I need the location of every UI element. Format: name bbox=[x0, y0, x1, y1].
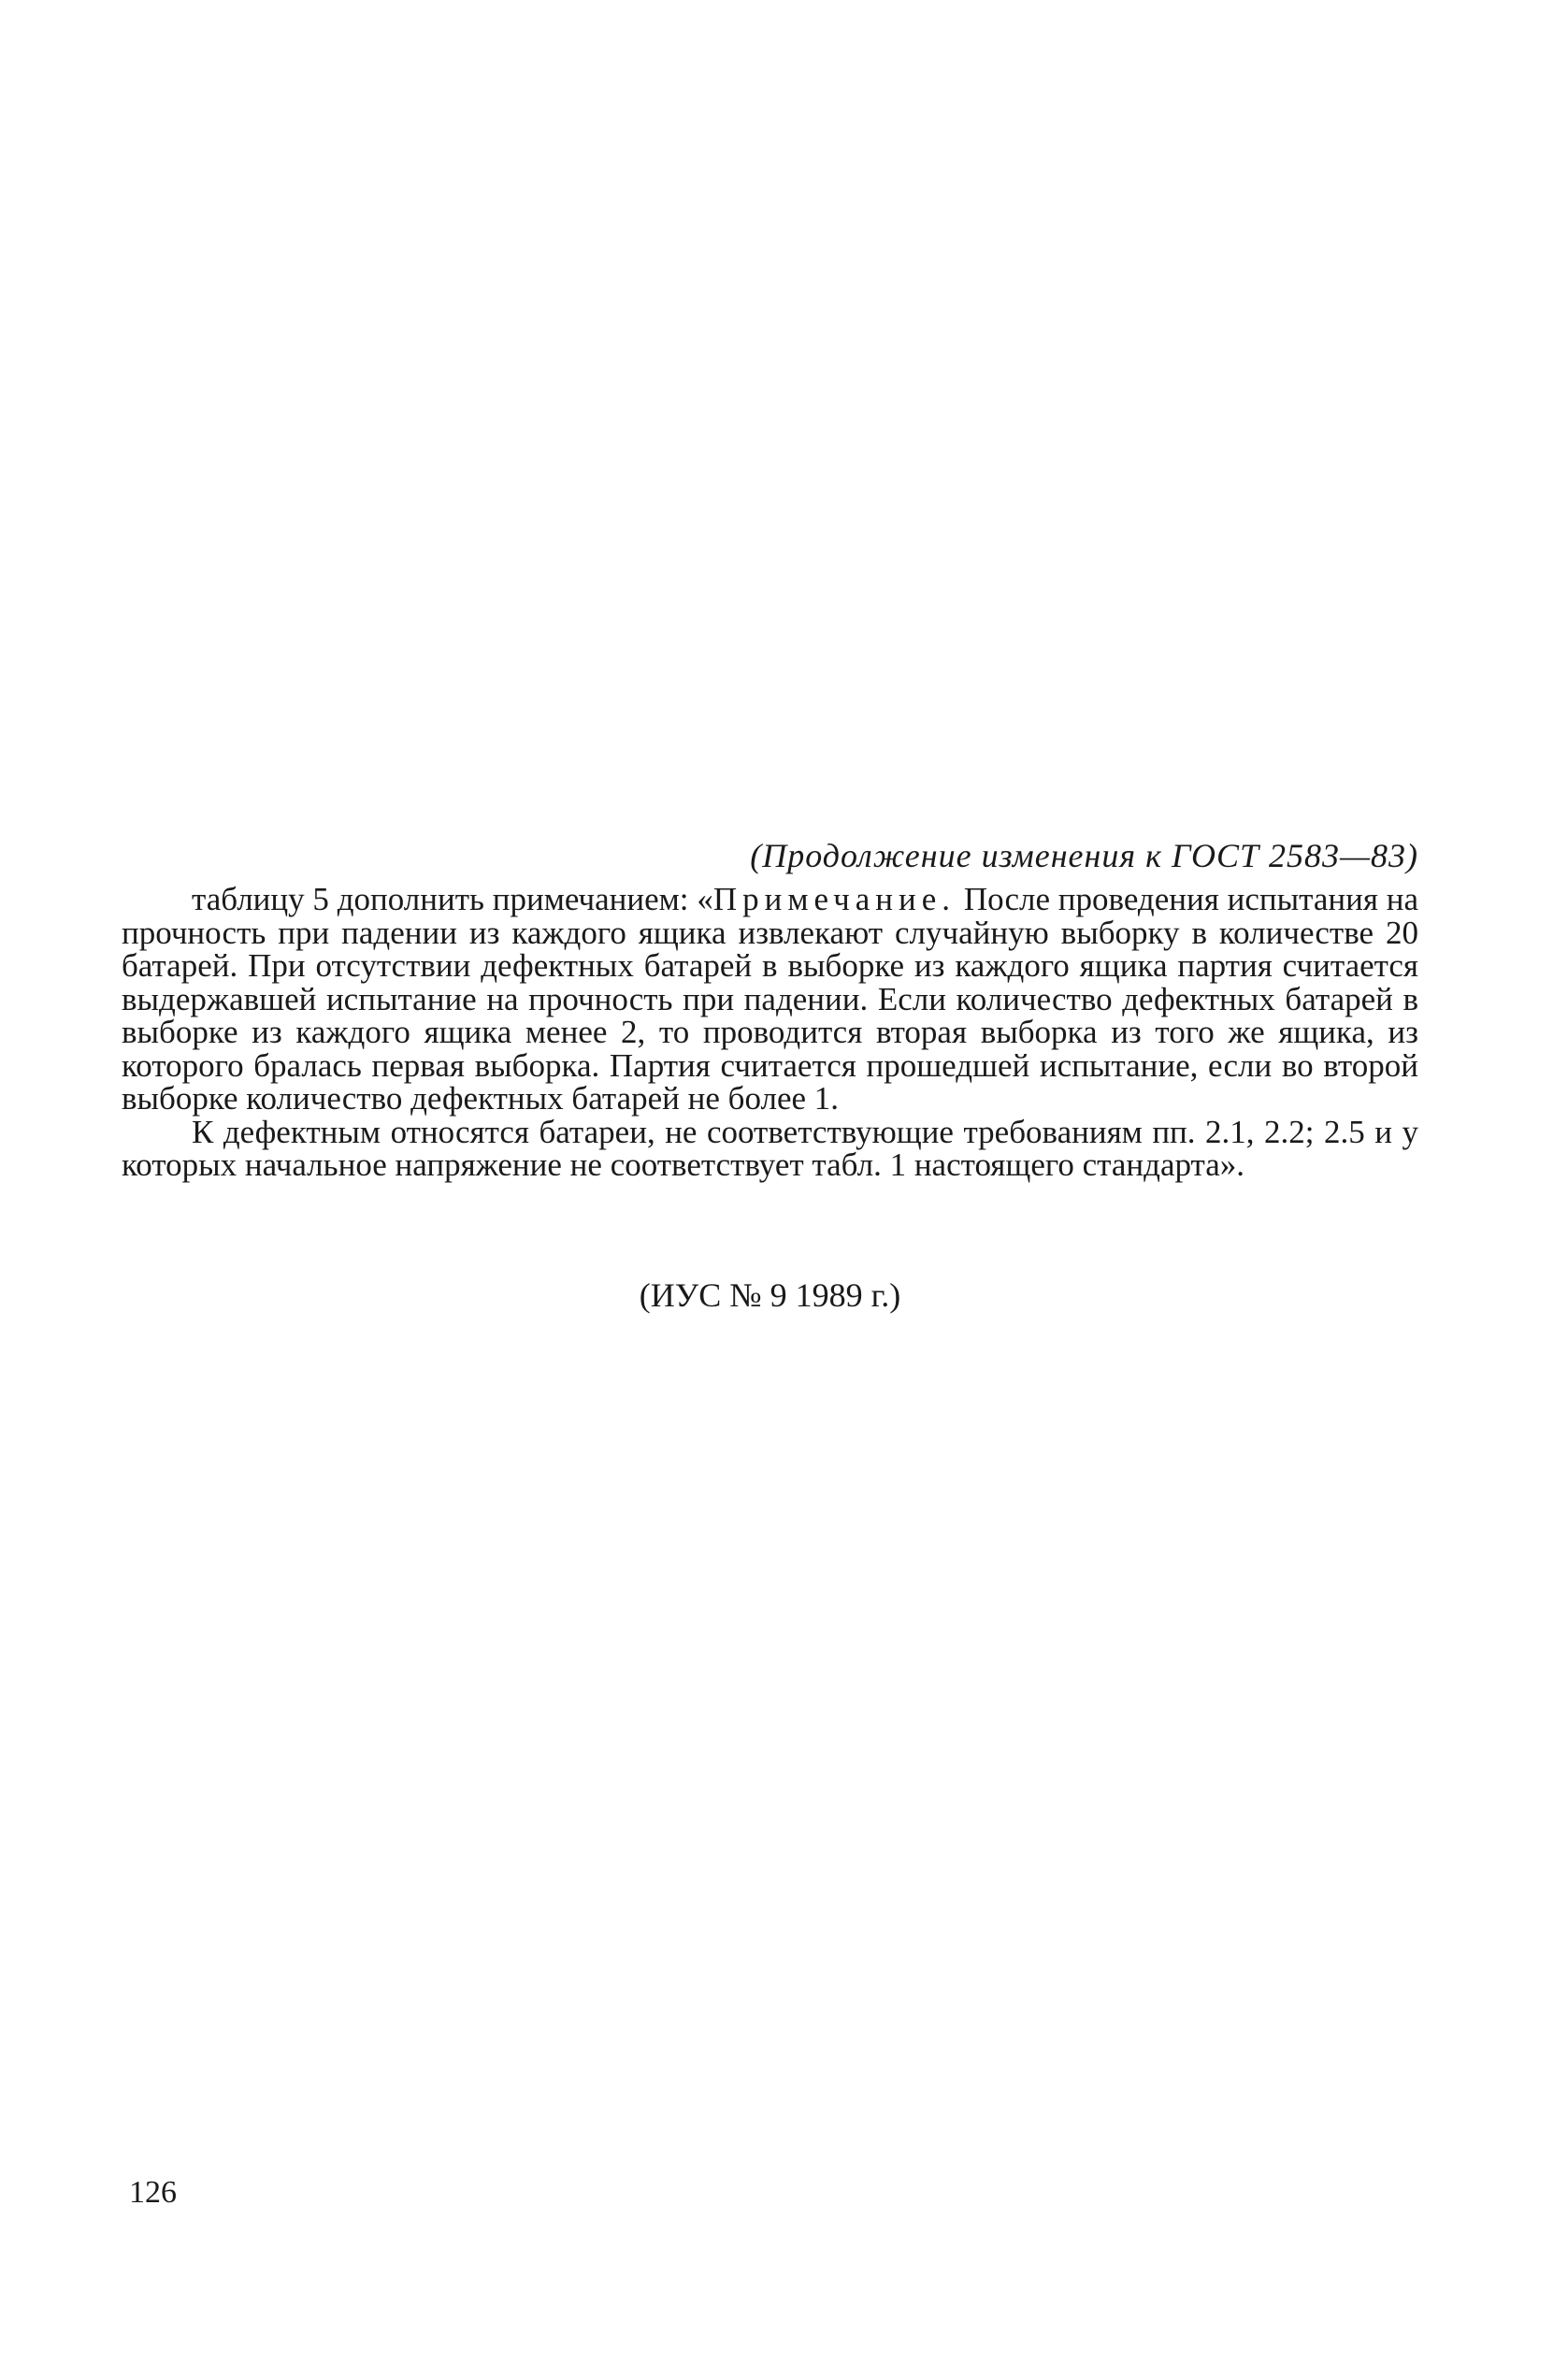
paragraph-note-text: После проведения испытания на прочность при падении из каждого ящика извлекают случайную выборку в количестве 20 батарей. При отсутствии дефектных батарей в выборке из каждого ящика партия считается выдержавшей испытание на прочность при падении. Если количество дефектных батарей в выборке из каждого ящика менее 2, то проводится вторая выборка из того же ящика, из которого бралась первая выборка. Партия считается прошедшей испытание, если во второй выборке количество дефектных батарей не более 1. bbox=[122, 881, 1418, 1117]
note-label: Примечание. bbox=[712, 881, 957, 917]
document-body bbox=[122, 883, 1418, 1182]
paragraph-note-intro: таблицу 5 дополнить примечанием: « bbox=[192, 881, 713, 917]
continuation-header: (Продолжение изменения к ГОСТ 2583—83) bbox=[750, 837, 1418, 874]
page-number: 126 bbox=[129, 2175, 177, 2210]
paragraph-defects: К дефектным относятся батареи, не соответствующие требованиям пп. 2.1, 2.2; 2.5 и у которых начальное напряжение не соответствует табл. 1 настоящего стандарта». bbox=[122, 1113, 1418, 1183]
ius-reference: (ИУС № 9 1989 г.) bbox=[639, 1276, 901, 1314]
paragraph-note bbox=[122, 883, 1418, 1116]
